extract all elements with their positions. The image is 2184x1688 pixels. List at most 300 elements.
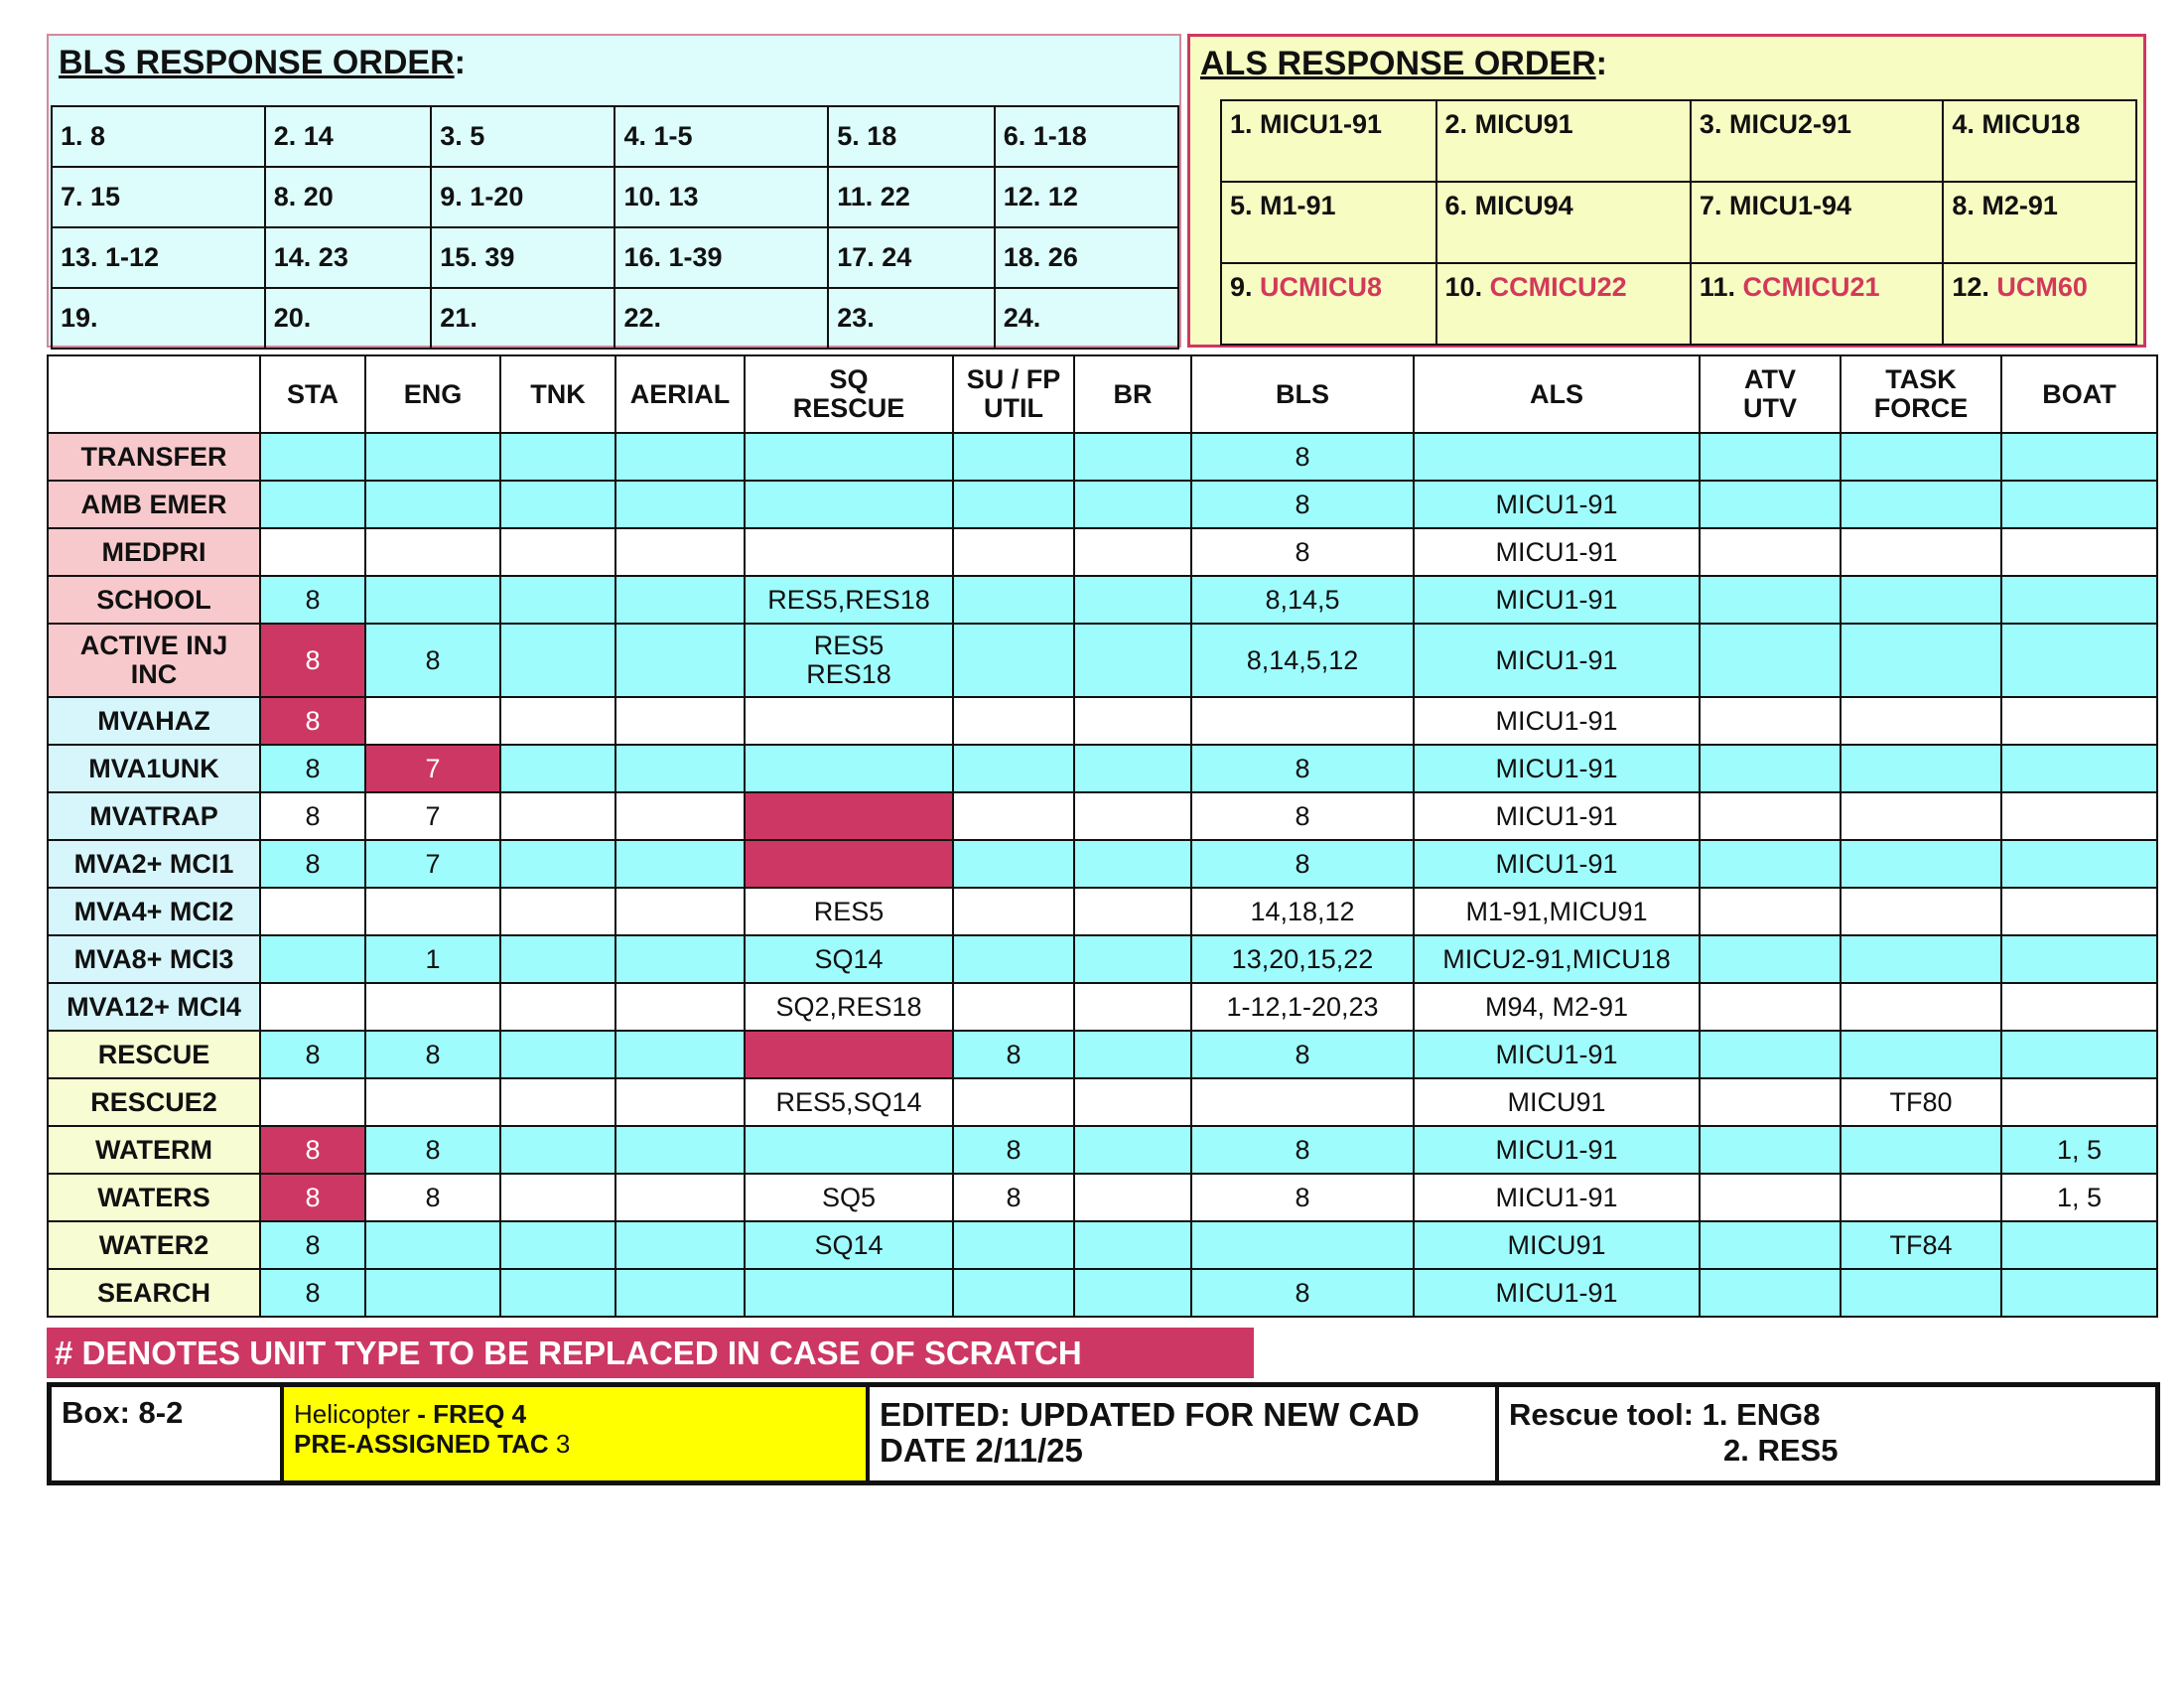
table-cell: [615, 792, 745, 840]
als-order-cell: [1943, 263, 2136, 345]
table-cell: [365, 576, 500, 624]
table-row: [48, 1174, 2157, 1221]
bls-order-cell: 24.: [995, 288, 1178, 349]
table-row: [48, 935, 2157, 983]
row-label: RESCUE2: [48, 1078, 260, 1126]
table-cell: [500, 528, 615, 576]
table-cell: [2001, 528, 2157, 576]
table-cell: [953, 697, 1074, 745]
table-cell: [500, 481, 615, 528]
table-row: [48, 1031, 2157, 1078]
table-cell: [1700, 935, 1841, 983]
table-cell: MICU1-91: [1414, 624, 1700, 697]
table-cell: [953, 792, 1074, 840]
table-cell: MICU2-91,MICU18: [1414, 935, 1700, 983]
tac-number: 3: [548, 1429, 571, 1459]
als-order-unit: UCMICU8: [1260, 272, 1383, 302]
table-cell: [1074, 1126, 1191, 1174]
helicopter-label: Helicopter: [294, 1399, 411, 1429]
row-label: AMB EMER: [48, 481, 260, 528]
table-cell: [500, 1174, 615, 1221]
table-cell: [1074, 888, 1191, 935]
row-label: SCHOOL: [48, 576, 260, 624]
bls-order-cell: 22.: [614, 288, 828, 349]
bls-order-cell: 16. 1-39: [614, 227, 828, 288]
table-cell: [260, 888, 365, 935]
table-cell: [1074, 1174, 1191, 1221]
table-cell: 8: [1191, 1031, 1414, 1078]
table-cell: [500, 1269, 615, 1317]
als-order-unit: M2-91: [1981, 191, 2058, 220]
table-cell: [1700, 576, 1841, 624]
table-cell: [953, 1269, 1074, 1317]
row-label: WATERM: [48, 1126, 260, 1174]
table-row: [48, 1078, 2157, 1126]
als-order-row: [1221, 100, 2136, 182]
table-cell: [615, 624, 745, 697]
table-cell: [1074, 697, 1191, 745]
table-cell: [615, 935, 745, 983]
table-cell: MICU1-91: [1414, 528, 1700, 576]
table-cell: [1700, 528, 1841, 576]
table-cell: 8: [365, 624, 500, 697]
table-cell: 8: [1191, 1269, 1414, 1317]
table-cell: [2001, 840, 2157, 888]
table-cell: [745, 840, 953, 888]
table-cell: MICU1-91: [1414, 576, 1700, 624]
row-label: MVA2+ MCI1: [48, 840, 260, 888]
column-header: TASK FORCE: [1841, 355, 2001, 433]
table-cell: MICU1-91: [1414, 1269, 1700, 1317]
table-cell: [1074, 745, 1191, 792]
table-cell: [500, 792, 615, 840]
column-header: BR: [1074, 355, 1191, 433]
table-cell: [1700, 1221, 1841, 1269]
table-cell: 8: [1191, 528, 1414, 576]
als-order-number: 12.: [1952, 272, 1989, 302]
table-cell: 8: [1191, 792, 1414, 840]
table-cell: 7: [365, 792, 500, 840]
table-row: [48, 1269, 2157, 1317]
table-row: [48, 983, 2157, 1031]
column-header: TNK: [500, 355, 615, 433]
helicopter-frequency-cell: [284, 1387, 870, 1480]
bls-order-cell: 11. 22: [828, 167, 995, 227]
bls-order-cell: 17. 24: [828, 227, 995, 288]
table-row: [48, 528, 2157, 576]
rescue-tool-cell: [1499, 1387, 2155, 1480]
table-cell: [2001, 888, 2157, 935]
table-cell: [260, 433, 365, 481]
table-cell: [2001, 624, 2157, 697]
table-cell: [615, 481, 745, 528]
table-cell: [500, 983, 615, 1031]
als-order-unit: MICU94: [1474, 191, 1573, 220]
table-cell: [1841, 983, 2001, 1031]
als-order-cell: [1436, 263, 1691, 345]
table-cell: [1700, 481, 1841, 528]
als-order-cell: [1691, 263, 1943, 345]
table-cell: [1841, 576, 2001, 624]
table-cell: RES5: [745, 888, 953, 935]
row-label: MVATRAP: [48, 792, 260, 840]
table-cell: [1700, 433, 1841, 481]
bls-order-cell: 15. 39: [431, 227, 614, 288]
table-cell: 8: [260, 1126, 365, 1174]
table-cell: [615, 983, 745, 1031]
table-cell: M1-91,MICU91: [1414, 888, 1700, 935]
table-cell: [1841, 528, 2001, 576]
table-cell: [745, 1126, 953, 1174]
table-cell: [2001, 792, 2157, 840]
table-cell: [953, 433, 1074, 481]
als-order-cell: [1221, 263, 1436, 345]
als-order-number: 5.: [1230, 191, 1253, 220]
als-order-row: [1221, 182, 2136, 263]
als-order-cell: [1221, 182, 1436, 263]
table-cell: MICU1-91: [1414, 745, 1700, 792]
table-cell: 1, 5: [2001, 1126, 2157, 1174]
table-cell: [500, 576, 615, 624]
table-cell: MICU1-91: [1414, 481, 1700, 528]
table-cell: [365, 481, 500, 528]
table-cell: 8: [260, 576, 365, 624]
table-cell: [1074, 935, 1191, 983]
table-cell: TF80: [1841, 1078, 2001, 1126]
column-header: BOAT: [2001, 355, 2157, 433]
table-cell: 8: [953, 1126, 1074, 1174]
table-cell: SQ14: [745, 1221, 953, 1269]
table-cell: [365, 697, 500, 745]
als-order-number: 10.: [1444, 272, 1483, 302]
table-cell: [615, 1221, 745, 1269]
table-cell: 8: [260, 624, 365, 697]
table-cell: [1841, 1031, 2001, 1078]
table-cell: SQ5: [745, 1174, 953, 1221]
table-row: [48, 840, 2157, 888]
table-cell: 8: [260, 1221, 365, 1269]
column-header: SU / FP UTIL: [953, 355, 1074, 433]
row-label: MVAHAZ: [48, 697, 260, 745]
table-cell: [1841, 792, 2001, 840]
table-cell: [745, 528, 953, 576]
table-row: [48, 1126, 2157, 1174]
als-order-number: 11.: [1699, 272, 1735, 302]
bls-order-cell: 13. 1-12: [52, 227, 265, 288]
table-cell: [1414, 433, 1700, 481]
table-cell: [615, 1031, 745, 1078]
table-cell: [745, 697, 953, 745]
table-cell: 8: [953, 1031, 1074, 1078]
table-cell: 7: [365, 745, 500, 792]
table-cell: [953, 576, 1074, 624]
table-cell: 8: [260, 1269, 365, 1317]
column-header: ALS: [1414, 355, 1700, 433]
table-cell: 8: [365, 1031, 500, 1078]
table-cell: [953, 935, 1074, 983]
table-cell: [1700, 1078, 1841, 1126]
table-cell: [1841, 697, 2001, 745]
table-cell: [500, 1221, 615, 1269]
table-cell: [1700, 1269, 1841, 1317]
table-cell: M94, M2-91: [1414, 983, 1700, 1031]
table-cell: 8,14,5,12: [1191, 624, 1414, 697]
table-cell: [1074, 792, 1191, 840]
table-cell: 8: [1191, 1126, 1414, 1174]
bls-order-cell: 1. 8: [52, 106, 265, 167]
table-cell: [1700, 792, 1841, 840]
column-header: ENG: [365, 355, 500, 433]
table-cell: 8: [365, 1126, 500, 1174]
row-label: MVA4+ MCI2: [48, 888, 260, 935]
table-row: [48, 576, 2157, 624]
table-cell: MICU91: [1414, 1221, 1700, 1269]
table-cell: [1074, 624, 1191, 697]
als-order-unit: MICU91: [1474, 109, 1573, 139]
table-cell: [1074, 481, 1191, 528]
table-cell: [1074, 983, 1191, 1031]
bls-order-grid: [51, 105, 1179, 350]
bls-order-row: [52, 167, 1178, 227]
bls-order-row: [52, 106, 1178, 167]
row-label: WATER2: [48, 1221, 260, 1269]
column-header: SQ RESCUE: [745, 355, 953, 433]
table-cell: [500, 1126, 615, 1174]
column-header: STA: [260, 355, 365, 433]
row-label: WATERS: [48, 1174, 260, 1221]
table-cell: MICU1-91: [1414, 1031, 1700, 1078]
table-cell: [1841, 1174, 2001, 1221]
als-order-cell: [1943, 182, 2136, 263]
bls-order-cell: 3. 5: [431, 106, 614, 167]
table-cell: [2001, 1078, 2157, 1126]
als-order-cell: [1436, 100, 1691, 182]
table-cell: [260, 481, 365, 528]
table-cell: [953, 1221, 1074, 1269]
table-cell: [365, 983, 500, 1031]
bls-order-cell: 21.: [431, 288, 614, 349]
table-cell: 8: [1191, 481, 1414, 528]
als-order-row: [1221, 263, 2136, 345]
table-cell: [1074, 1031, 1191, 1078]
table-cell: [500, 840, 615, 888]
table-cell: [1841, 840, 2001, 888]
column-header: BLS: [1191, 355, 1414, 433]
table-cell: [615, 745, 745, 792]
table-cell: [615, 576, 745, 624]
table-cell: [745, 433, 953, 481]
table-cell: RES5 RES18: [745, 624, 953, 697]
bls-order-cell: 5. 18: [828, 106, 995, 167]
row-label: MEDPRI: [48, 528, 260, 576]
response-matrix-table: [47, 354, 2158, 1318]
table-cell: [1191, 1078, 1414, 1126]
table-cell: [1841, 624, 2001, 697]
als-order-number: 9.: [1230, 272, 1253, 302]
table-cell: [1074, 1269, 1191, 1317]
table-cell: [1841, 888, 2001, 935]
als-order-unit: M1-91: [1260, 191, 1336, 220]
table-cell: MICU1-91: [1414, 697, 1700, 745]
edited-note: EDITED: UPDATED FOR NEW CAD: [880, 1396, 1420, 1433]
table-cell: [615, 697, 745, 745]
table-cell: 8: [365, 1174, 500, 1221]
bls-order-cell: 12. 12: [995, 167, 1178, 227]
table-cell: [1700, 1126, 1841, 1174]
table-cell: [745, 792, 953, 840]
box-number: Box: 8-2: [52, 1387, 284, 1480]
table-cell: RES5,RES18: [745, 576, 953, 624]
table-cell: [1074, 576, 1191, 624]
table-cell: [953, 481, 1074, 528]
als-order-unit: CCMICU22: [1489, 272, 1627, 302]
table-cell: MICU1-91: [1414, 792, 1700, 840]
table-cell: [1700, 624, 1841, 697]
als-order-unit: MICU18: [1981, 109, 2081, 139]
rescue-tool-line-2: 2. RES5: [1723, 1433, 1839, 1468]
als-order-unit: UCM60: [1996, 272, 2088, 302]
header-blank: [48, 355, 260, 433]
table-cell: 8: [1191, 745, 1414, 792]
table-cell: [615, 1269, 745, 1317]
table-cell: 1: [365, 935, 500, 983]
rescue-tool-line-1: Rescue tool: 1. ENG8: [1509, 1397, 1821, 1432]
table-cell: [1700, 888, 1841, 935]
bls-order-cell: 7. 15: [52, 167, 265, 227]
table-cell: [365, 888, 500, 935]
table-cell: [1841, 935, 2001, 983]
table-cell: [2001, 576, 2157, 624]
table-cell: [953, 1078, 1074, 1126]
table-cell: 8,14,5: [1191, 576, 1414, 624]
table-cell: MICU1-91: [1414, 1174, 1700, 1221]
table-cell: [1074, 1221, 1191, 1269]
bls-response-order-panel: [47, 34, 1181, 348]
table-row: [48, 745, 2157, 792]
table-cell: [500, 888, 615, 935]
table-cell: [2001, 983, 2157, 1031]
table-cell: [365, 528, 500, 576]
table-cell: [953, 840, 1074, 888]
table-cell: [1074, 433, 1191, 481]
table-cell: [1191, 697, 1414, 745]
table-cell: [500, 745, 615, 792]
table-cell: 8: [260, 745, 365, 792]
footer-info-bar: [47, 1382, 2160, 1485]
als-order-cell: [1221, 100, 1436, 182]
table-cell: [615, 1174, 745, 1221]
als-response-order-title: ALS RESPONSE ORDER:: [1200, 45, 1607, 82]
table-cell: [953, 528, 1074, 576]
table-cell: [1700, 1031, 1841, 1078]
bls-order-cell: 19.: [52, 288, 265, 349]
table-cell: 8: [953, 1174, 1074, 1221]
als-order-unit: MICU1-94: [1728, 191, 1851, 220]
table-cell: 8: [260, 792, 365, 840]
table-header-row: [48, 355, 2157, 433]
table-row: [48, 697, 2157, 745]
table-cell: [365, 1269, 500, 1317]
bls-order-cell: 2. 14: [265, 106, 432, 167]
table-cell: 1-12,1-20,23: [1191, 983, 1414, 1031]
table-cell: [500, 433, 615, 481]
table-cell: [953, 983, 1074, 1031]
row-label: ACTIVE INJ INC: [48, 624, 260, 697]
table-cell: 7: [365, 840, 500, 888]
table-cell: [260, 935, 365, 983]
edited-note-cell: [870, 1387, 1499, 1480]
helicopter-freq: - FREQ 4: [410, 1399, 527, 1429]
bls-response-order-title: BLS RESPONSE ORDER:: [59, 44, 466, 81]
table-cell: 8: [260, 697, 365, 745]
table-cell: [745, 481, 953, 528]
table-cell: [615, 840, 745, 888]
row-label: MVA1UNK: [48, 745, 260, 792]
table-row: [48, 433, 2157, 481]
table-cell: [1700, 983, 1841, 1031]
table-cell: [953, 745, 1074, 792]
table-row: [48, 888, 2157, 935]
als-order-grid: [1220, 99, 2137, 346]
table-cell: [260, 1078, 365, 1126]
bls-order-cell: 8. 20: [265, 167, 432, 227]
bls-order-cell: 20.: [265, 288, 432, 349]
bls-order-cell: 4. 1-5: [614, 106, 828, 167]
table-cell: [745, 745, 953, 792]
table-cell: [2001, 481, 2157, 528]
table-cell: [615, 433, 745, 481]
als-order-cell: [1436, 182, 1691, 263]
table-cell: [1700, 1174, 1841, 1221]
table-cell: [1841, 745, 2001, 792]
row-label: TRANSFER: [48, 433, 260, 481]
table-row: [48, 481, 2157, 528]
table-cell: [2001, 1031, 2157, 1078]
table-cell: 1, 5: [2001, 1174, 2157, 1221]
als-order-cell: [1691, 100, 1943, 182]
als-order-number: 6.: [1444, 191, 1468, 220]
table-cell: 8: [1191, 840, 1414, 888]
table-cell: [615, 888, 745, 935]
als-order-number: 3.: [1699, 109, 1722, 139]
column-header: AERIAL: [615, 355, 745, 433]
bls-order-cell: 6. 1-18: [995, 106, 1178, 167]
table-cell: [365, 1221, 500, 1269]
row-label: RESCUE: [48, 1031, 260, 1078]
table-cell: [260, 528, 365, 576]
table-cell: [615, 1078, 745, 1126]
table-cell: [500, 1031, 615, 1078]
table-cell: [745, 1269, 953, 1317]
als-order-unit: MICU1-91: [1260, 109, 1383, 139]
als-order-unit: MICU2-91: [1728, 109, 1851, 139]
table-cell: [1074, 528, 1191, 576]
als-order-cell: [1943, 100, 2136, 182]
als-order-number: 7.: [1699, 191, 1722, 220]
table-cell: [1841, 1269, 2001, 1317]
column-header: ATV UTV: [1700, 355, 1841, 433]
table-cell: [1841, 481, 2001, 528]
als-order-number: 4.: [1952, 109, 1975, 139]
table-cell: [365, 433, 500, 481]
table-cell: [953, 624, 1074, 697]
table-cell: 8: [260, 1174, 365, 1221]
bls-order-cell: 9. 1-20: [431, 167, 614, 227]
table-cell: [500, 624, 615, 697]
table-cell: 8: [260, 840, 365, 888]
bls-order-cell: 18. 26: [995, 227, 1178, 288]
table-cell: 14,18,12: [1191, 888, 1414, 935]
